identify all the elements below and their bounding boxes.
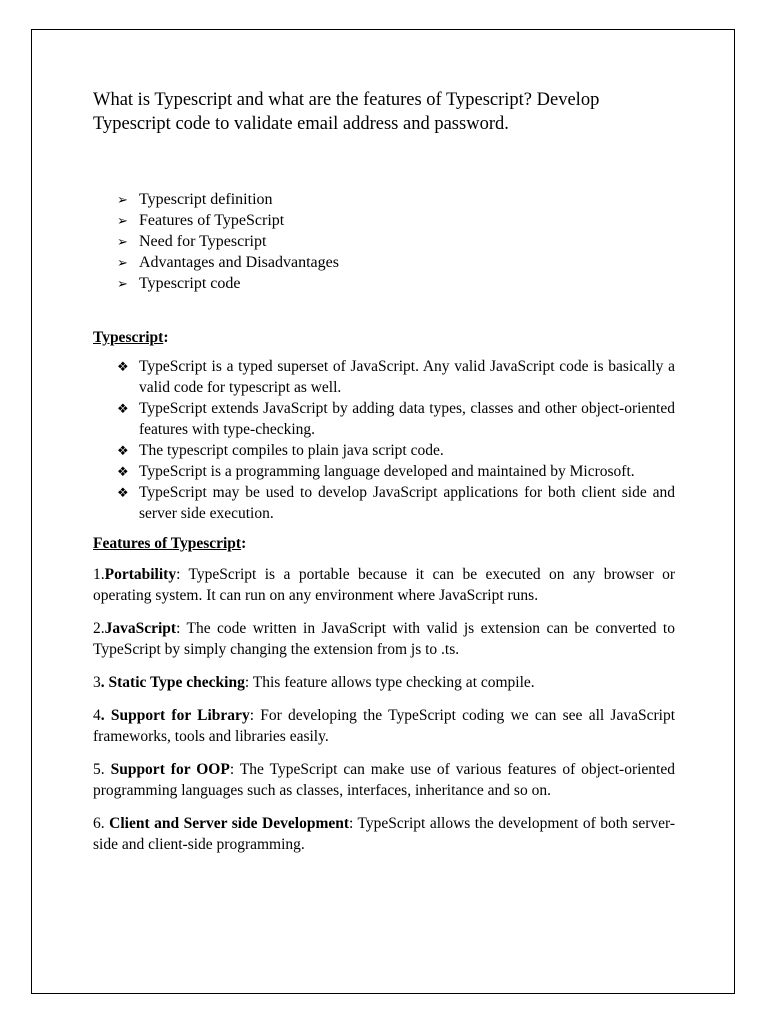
topic-label: Need for Typescript	[139, 233, 267, 250]
topic-label: Advantages and Disadvantages	[139, 254, 339, 271]
arrow-bullet-icon: ➢	[117, 213, 128, 228]
arrow-bullet-icon: ➢	[117, 234, 128, 249]
diamond-bullet-icon: ❖	[117, 464, 129, 479]
list-item	[117, 210, 675, 231]
feature-title: . Static Type checking	[100, 674, 245, 691]
feature-number: 3	[93, 674, 101, 691]
point-text: TypeScript is a typed superset of JavaScript. Any valid JavaScript code is basically a valid code for typescript as well.	[139, 358, 675, 396]
feature-title: Client and Server side Development	[109, 815, 350, 832]
feature-title: Support for OOP	[110, 761, 230, 778]
list-item	[117, 189, 675, 210]
heading-colon: :	[241, 535, 247, 552]
feature-paragraph	[93, 759, 675, 801]
typescript-heading-label: Typescript	[93, 329, 164, 346]
features-heading-label: Features of Typescript	[93, 535, 242, 552]
arrow-bullet-icon: ➢	[117, 192, 128, 207]
arrow-bullet-icon: ➢	[117, 276, 128, 291]
typescript-points	[93, 356, 675, 524]
list-item	[117, 356, 675, 398]
document-body	[93, 88, 675, 855]
diamond-bullet-icon: ❖	[117, 443, 129, 458]
feature-number: 1.	[93, 566, 105, 583]
feature-number: 5.	[93, 761, 111, 778]
features-heading	[93, 533, 675, 554]
feature-title: Portability	[104, 566, 177, 583]
list-item	[117, 273, 675, 294]
feature-paragraph	[93, 618, 675, 660]
feature-number: 6.	[93, 815, 110, 832]
feature-paragraph	[93, 564, 675, 606]
diamond-bullet-icon: ❖	[117, 401, 129, 416]
list-item	[117, 231, 675, 252]
feature-paragraph	[93, 813, 675, 855]
topic-list	[93, 189, 675, 294]
feature-text: : This feature allows type checking at compile.	[244, 674, 535, 691]
typescript-heading	[93, 327, 675, 348]
feature-number: 2.	[93, 620, 105, 637]
list-item	[117, 461, 675, 482]
question-text: What is Typescript and what are the features of Typescript? Develop Typescript code to validate email address and password.	[93, 90, 600, 134]
feature-paragraph	[93, 672, 675, 693]
feature-number: 4	[93, 707, 101, 724]
arrow-bullet-icon: ➢	[117, 255, 128, 270]
list-item	[117, 440, 675, 461]
list-item	[117, 482, 675, 524]
feature-title: JavaScript	[104, 620, 177, 637]
diamond-bullet-icon: ❖	[117, 485, 129, 500]
feature-text: : For developing the TypeScript coding we can see all JavaScript frameworks, tools and libraries easily.	[93, 707, 676, 745]
point-text: The typescript compiles to plain java script code.	[139, 442, 444, 459]
feature-text: : The code written in JavaScript with valid js extension can be converted to TypeScript by simply changing the extension from js to .ts.	[93, 620, 675, 658]
list-item	[117, 252, 675, 273]
feature-title: . Support for Library	[100, 707, 250, 724]
feature-text: : TypeScript allows the development of both server-side and client-side programming.	[93, 815, 676, 853]
point-text: TypeScript may be used to develop JavaScript applications for both client side and server side execution.	[139, 484, 675, 522]
heading-colon: :	[163, 329, 169, 346]
feature-text: : TypeScript is a portable because it can be executed on any browser or operating system. It can run on any environment where JavaScript runs.	[93, 566, 675, 604]
list-item	[117, 398, 675, 440]
point-text: TypeScript is a programming language developed and maintained by Microsoft.	[139, 463, 635, 480]
diamond-bullet-icon: ❖	[117, 359, 129, 374]
feature-text: : The TypeScript can make use of various features of object-oriented programming languages such as classes, interfaces, inheritance and so on.	[93, 761, 675, 799]
topic-label: Typescript definition	[139, 191, 273, 208]
topic-label: Features of TypeScript	[139, 212, 285, 229]
feature-paragraph	[93, 705, 675, 747]
point-text: TypeScript extends JavaScript by adding data types, classes and other object-oriented features with type-checking.	[139, 400, 675, 438]
topic-label: Typescript code	[139, 275, 241, 292]
